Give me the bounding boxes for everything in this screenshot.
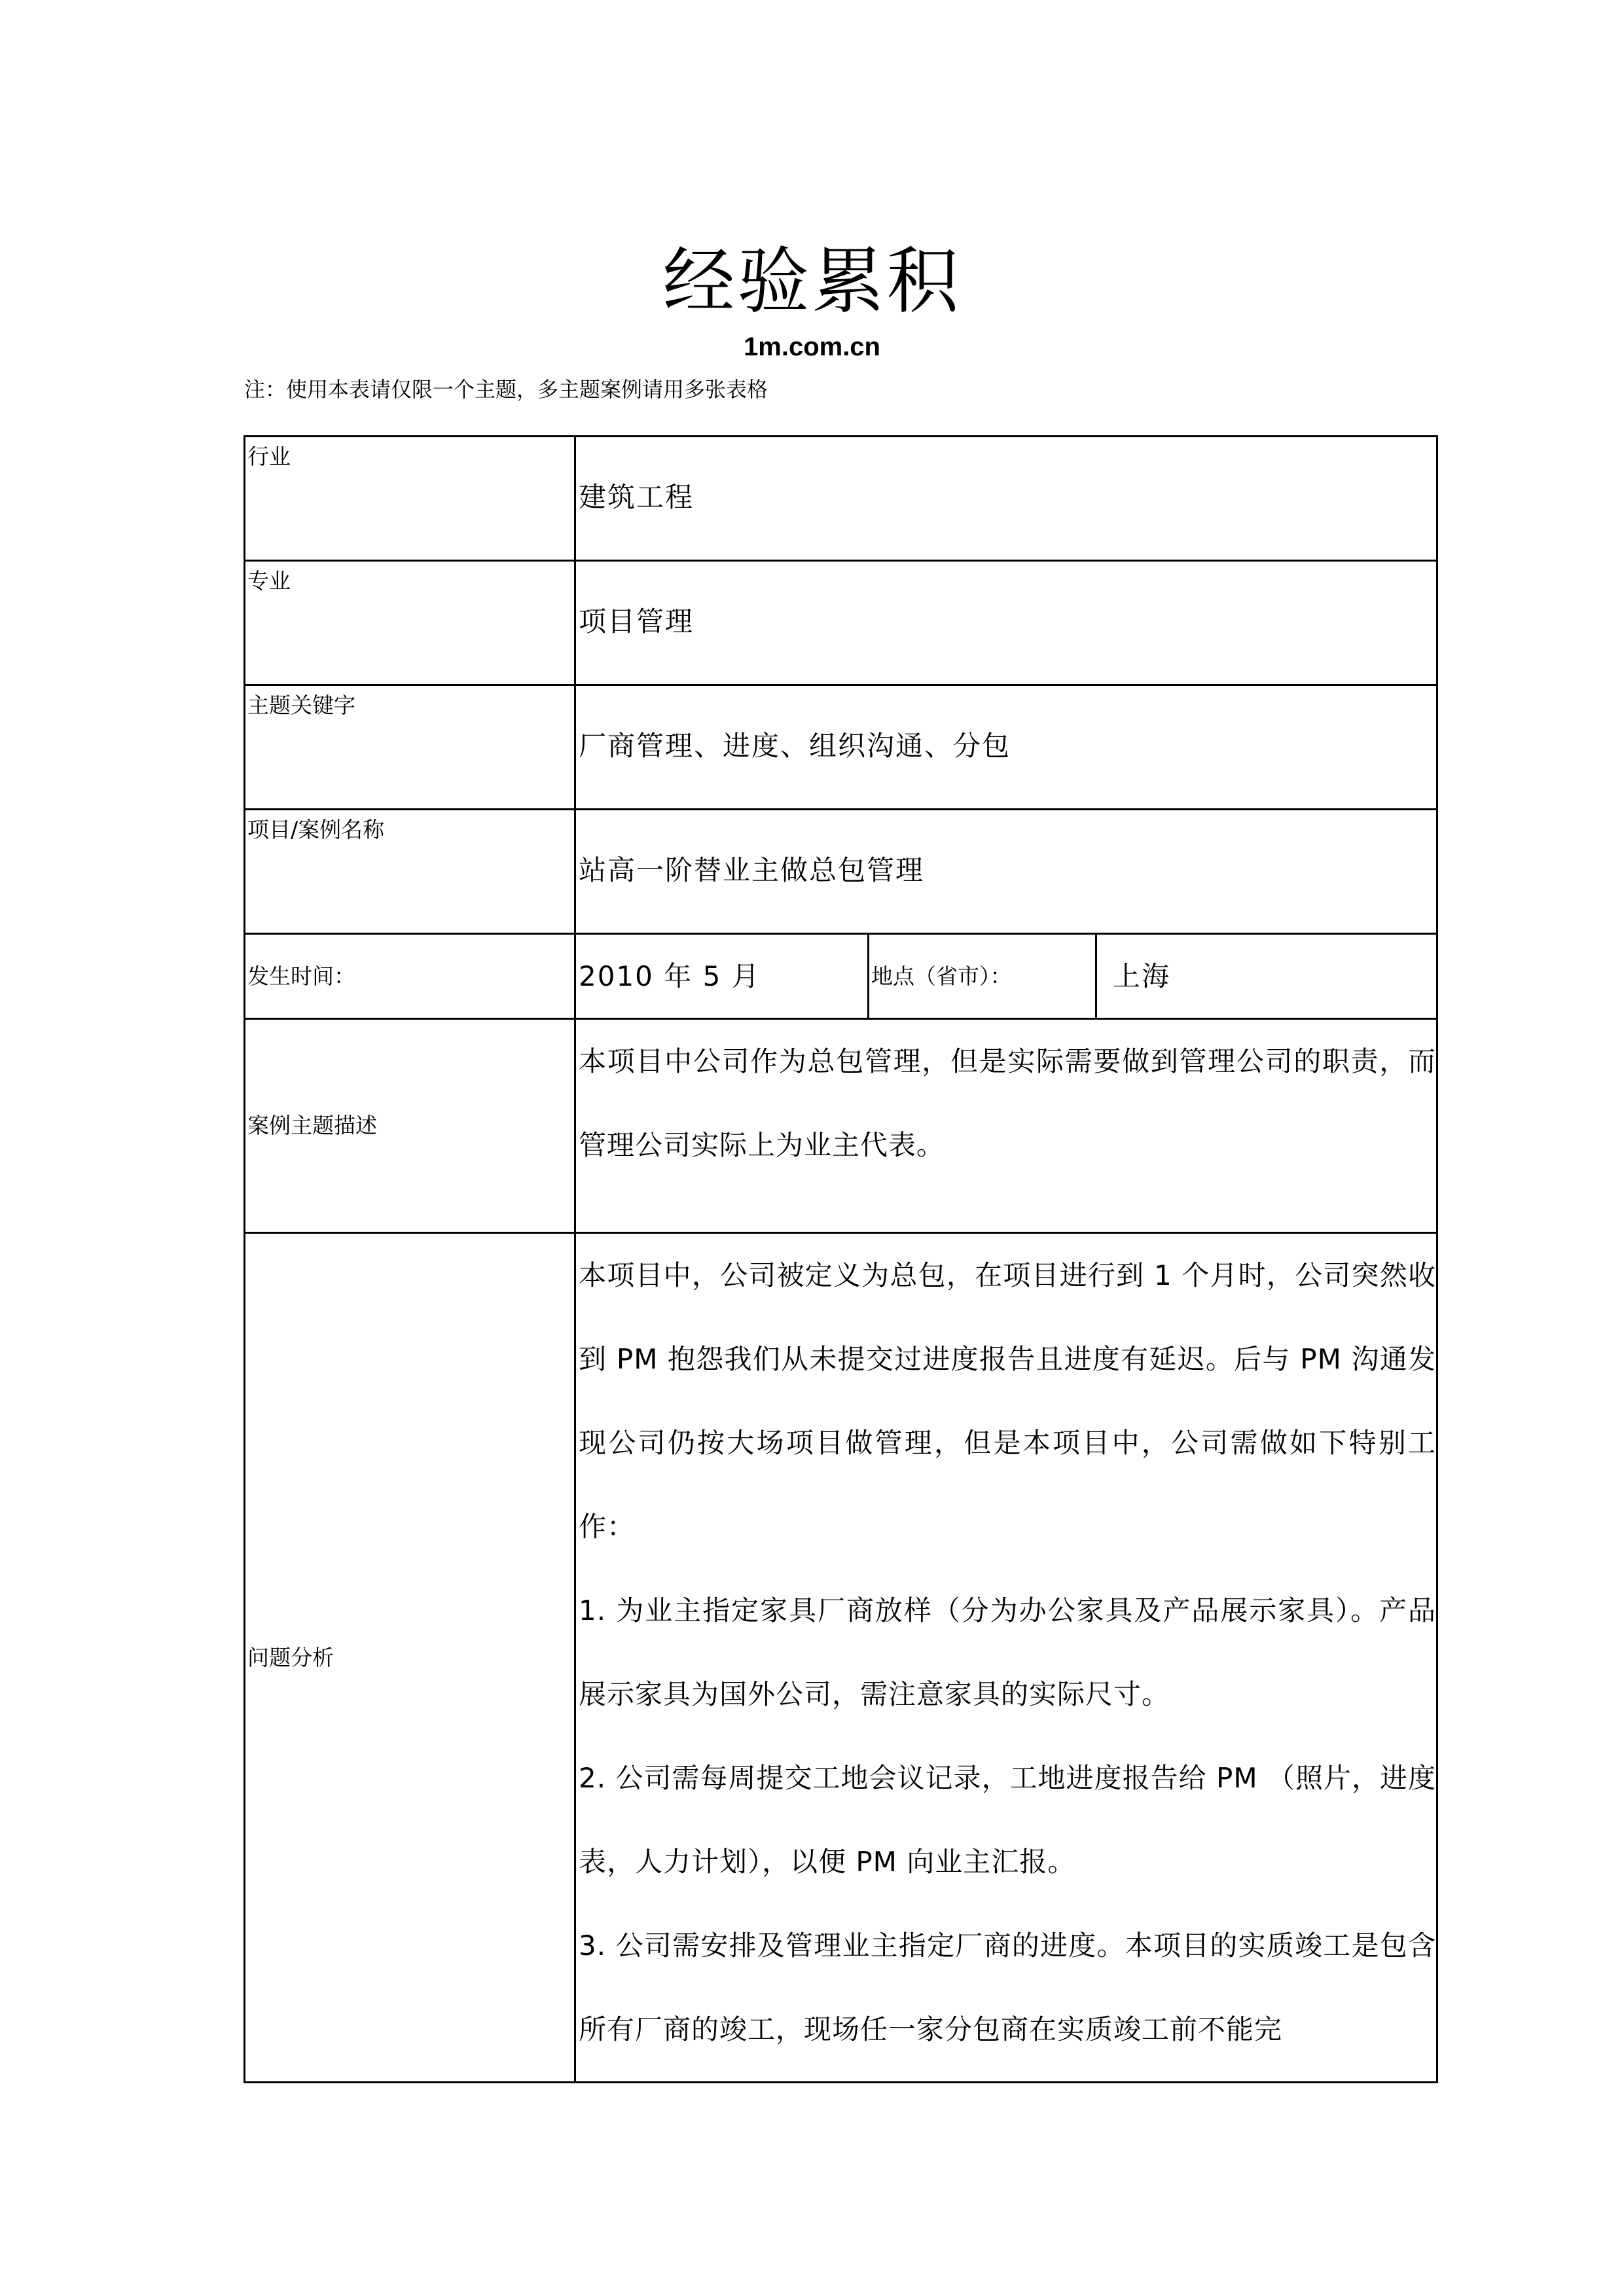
industry-value: 建筑工程: [574, 435, 1438, 562]
description-text: 本项目中公司作为总包管理，但是实际需要做到管理公司的职责，而管理公司实际上为业主代表。: [579, 1045, 1436, 1161]
industry-label: 行业: [244, 435, 576, 562]
time-label: 发生时间：: [244, 933, 576, 1020]
location-label: 地点（省市）：: [867, 933, 1097, 1020]
profession-label: 专业: [244, 560, 576, 686]
usage-note: 注：使用本表请仅限一个主题，多主题案例请用多张表格: [244, 377, 768, 402]
analysis-paragraph: 3. 公司需安排及管理业主指定厂商的进度。本项目的实质竣工是包含所有厂商的竣工，现场任一家分包商在实质竣工前不能完: [579, 1929, 1436, 2045]
location-value: 上海: [1095, 933, 1438, 1020]
analysis-value: [574, 1232, 1438, 2083]
time-value: 2010 年 5 月: [574, 933, 869, 1020]
analysis-paragraph: 本项目中，公司被定义为总包，在项目进行到 1 个月时，公司突然收到 PM 抱怨我们从未提交过进度报告且进度有延迟。后与 PM 沟通发现公司仍按大场项目做管理，但是本项目中，公司需做如下特别工作：: [579, 1259, 1436, 1543]
profession-value: 项目管理: [574, 560, 1438, 686]
analysis-paragraph: 2. 公司需每周提交工地会议记录，工地进度报告给 PM （照片，进度表，人力计划），以便 PM 向业主汇报。: [579, 1762, 1436, 1878]
case-name-value: 站高一阶替业主做总包管理: [574, 808, 1438, 935]
experience-form-table: [244, 435, 1438, 2083]
keywords-value: 厂商管理、进度、组织沟通、分包: [574, 684, 1438, 810]
document-subtitle: 1m.com.cn: [744, 332, 880, 361]
analysis-paragraph: 1. 为业主指定家具厂商放样（分为办公家具及产品展示家具）。产品展示家具为国外公司，需注意家具的实际尺寸。: [579, 1594, 1436, 1710]
document-title: 经验累积: [662, 240, 962, 323]
case-name-label: 项目/案例名称: [244, 808, 576, 935]
description-label: 案例主题描述: [244, 1018, 576, 1234]
description-value: [574, 1018, 1438, 1234]
analysis-label: 问题分析: [244, 1232, 576, 2083]
keywords-label: 主题关键字: [244, 684, 576, 810]
